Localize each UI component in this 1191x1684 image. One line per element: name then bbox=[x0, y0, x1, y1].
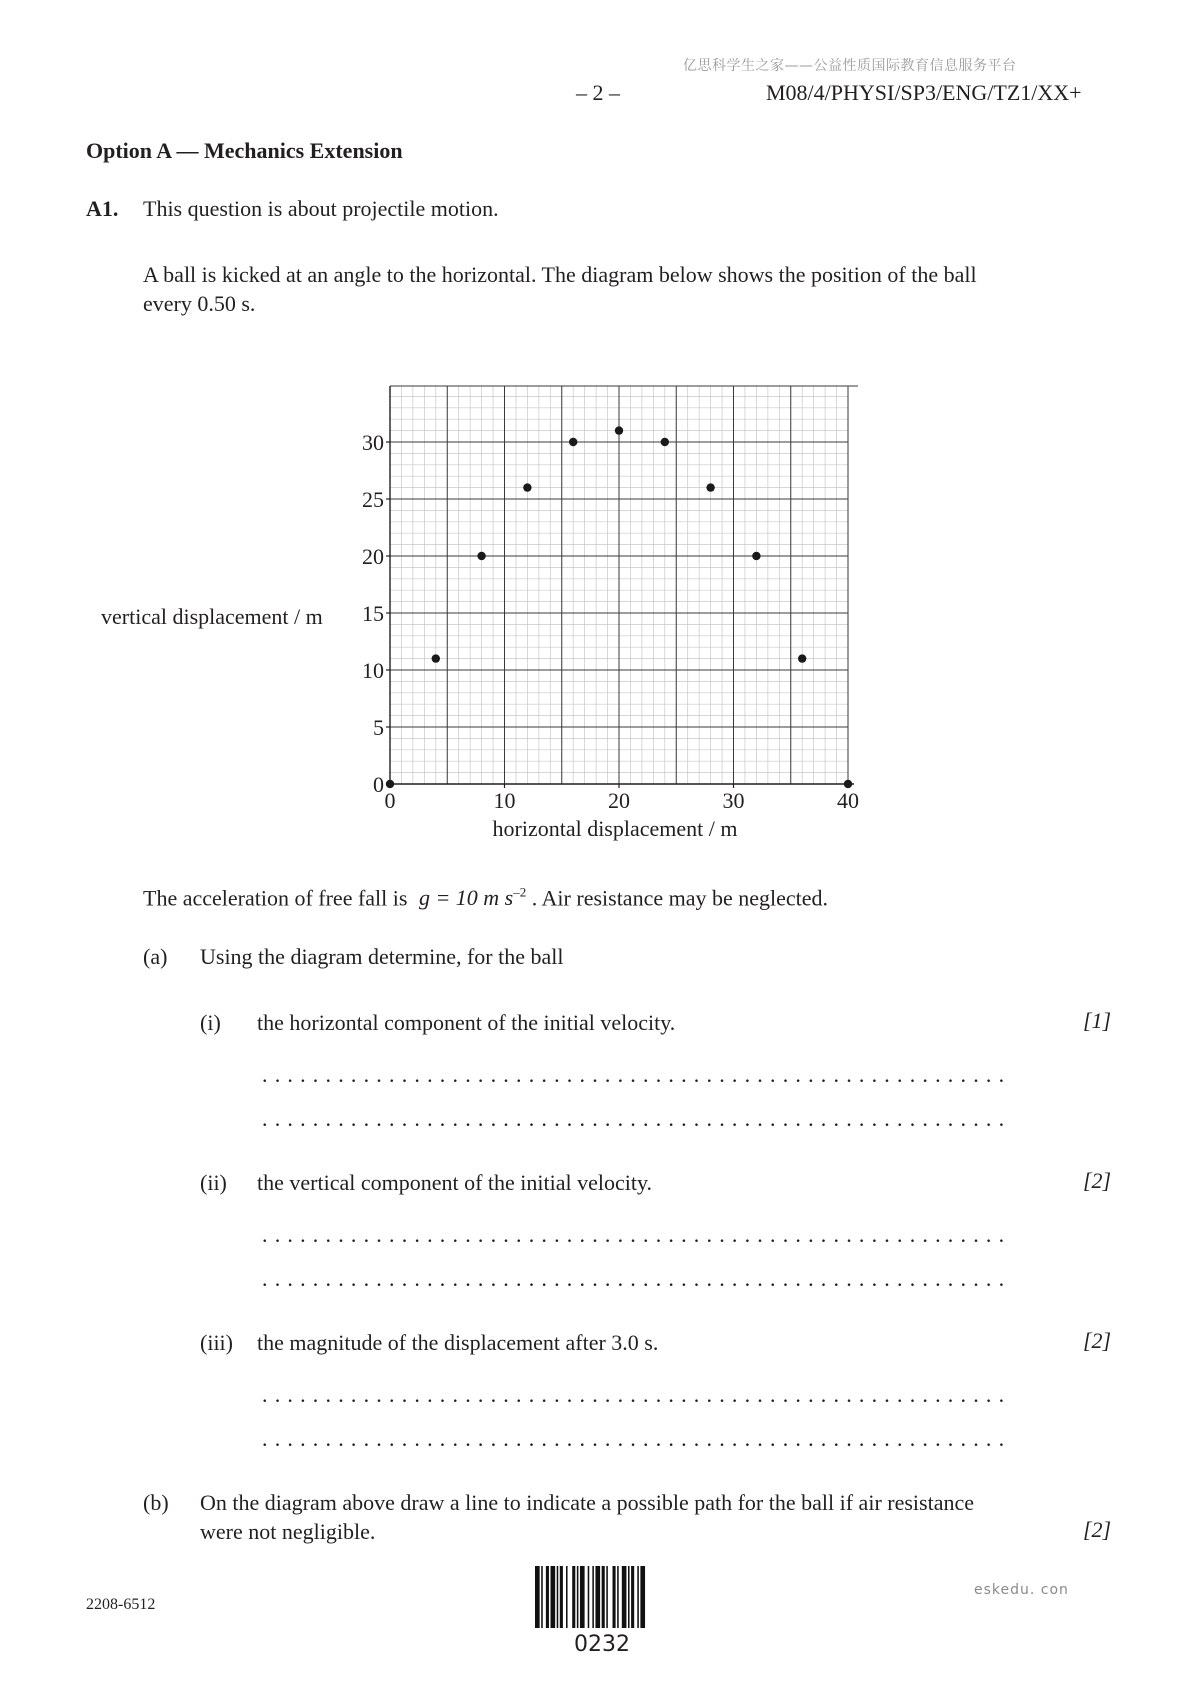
y-tick-label: 0 bbox=[373, 772, 384, 797]
barcode-bar bbox=[595, 1566, 600, 1628]
question-intro: This question is about projectile motion. bbox=[143, 196, 499, 221]
paper-code: M08/4/PHYSI/SP3/ENG/TZ1/XX+ bbox=[766, 80, 1082, 105]
answer-line[interactable]: ........................................................... bbox=[262, 1062, 1012, 1087]
barcode-bar bbox=[631, 1566, 634, 1628]
free-fall-post: . Air resistance may be neglected. bbox=[531, 885, 829, 911]
y-tick-label: 30 bbox=[362, 430, 384, 455]
data-point bbox=[523, 483, 531, 491]
site-watermark: eskedu. con bbox=[974, 1582, 1069, 1598]
g-symbol: g = 10 m s bbox=[418, 885, 514, 911]
part-a-iii-text: the magnitude of the displacement after 3.0 s. bbox=[257, 1330, 659, 1355]
x-tick-label: 30 bbox=[722, 788, 745, 813]
barcode-bar bbox=[588, 1566, 590, 1628]
part-b-marks: [2] bbox=[1083, 1517, 1112, 1542]
barcode-bar bbox=[592, 1566, 594, 1628]
question-para-line1: A ball is kicked at an angle to the horizontal. The diagram below shows the position of the ball bbox=[143, 262, 977, 287]
y-tick-label: 10 bbox=[362, 658, 384, 683]
part-a-iii-label: (iii) bbox=[200, 1330, 233, 1355]
data-point bbox=[661, 438, 669, 446]
answer-line[interactable]: ........................................................... bbox=[262, 1266, 1012, 1291]
part-b-line2: were not negligible. bbox=[200, 1519, 376, 1544]
y-tick-label: 20 bbox=[362, 544, 384, 569]
watermark: 亿思科学生之家——公益性质国际教育信息服务平台 bbox=[683, 58, 1017, 74]
x-tick-label: 10 bbox=[493, 788, 516, 813]
data-point bbox=[798, 654, 806, 662]
part-b-label: (b) bbox=[143, 1490, 169, 1515]
answer-line[interactable]: ........................................................... bbox=[262, 1382, 1012, 1407]
page-number: – 2 – bbox=[576, 80, 620, 105]
answer-line[interactable]: ........................................................... bbox=[262, 1106, 1012, 1131]
barcode-bar bbox=[602, 1566, 605, 1628]
barcode-bar bbox=[637, 1566, 639, 1628]
projectile-chart bbox=[330, 370, 890, 850]
y-tick-label: 15 bbox=[362, 601, 384, 626]
part-a-i-marks: [1] bbox=[1083, 1008, 1112, 1033]
data-point bbox=[615, 426, 623, 434]
y-tick-label: 5 bbox=[373, 715, 384, 740]
data-point bbox=[569, 438, 577, 446]
free-fall-equation bbox=[419, 885, 526, 910]
barcode-number: 0232 bbox=[574, 1632, 630, 1657]
y-tick-label: 25 bbox=[362, 487, 384, 512]
part-a-i-label: (i) bbox=[200, 1010, 221, 1035]
part-a-ii-marks: [2] bbox=[1083, 1168, 1112, 1193]
g-exponent: –2 bbox=[513, 885, 527, 900]
question-para-line2: every 0.50 s. bbox=[143, 291, 256, 316]
data-point bbox=[386, 780, 394, 788]
barcode-bar bbox=[535, 1566, 540, 1628]
data-point bbox=[752, 552, 760, 560]
part-a-ii-label: (ii) bbox=[200, 1170, 227, 1195]
part-a-i-text: the horizontal component of the initial velocity. bbox=[257, 1010, 676, 1035]
part-a-iii-marks: [2] bbox=[1083, 1328, 1112, 1353]
barcode-bar bbox=[557, 1566, 559, 1628]
barcode-bar bbox=[577, 1566, 579, 1628]
barcode-bar bbox=[628, 1566, 630, 1628]
barcode-bar bbox=[541, 1566, 543, 1628]
barcode-bar bbox=[572, 1566, 575, 1628]
x-tick-label: 40 bbox=[837, 788, 859, 813]
free-fall-pre: The acceleration of free fall is bbox=[143, 885, 408, 911]
part-b-line1: On the diagram above draw a line to indicate a possible path for the ball if air resistance bbox=[200, 1490, 974, 1515]
barcode-bar bbox=[551, 1566, 556, 1628]
x-tick-label: 0 bbox=[384, 788, 396, 813]
footer-code: 2208-6512 bbox=[86, 1596, 156, 1613]
free-fall-statement bbox=[143, 878, 828, 913]
barcode-bar bbox=[606, 1566, 608, 1628]
data-point bbox=[432, 654, 440, 662]
answer-line[interactable]: ........................................................... bbox=[262, 1222, 1012, 1247]
barcode-bar bbox=[560, 1566, 563, 1628]
data-point bbox=[844, 780, 852, 788]
barcode-bar bbox=[640, 1566, 645, 1628]
y-axis-label: vertical displacement / m bbox=[101, 604, 323, 629]
barcode-bar bbox=[613, 1566, 616, 1628]
barcode-bar bbox=[617, 1566, 619, 1628]
question-number: A1. bbox=[86, 196, 119, 221]
x-axis-label: horizontal displacement / m bbox=[492, 816, 738, 841]
barcode-image bbox=[535, 1566, 665, 1630]
part-a-ii-text: the vertical component of the initial velocity. bbox=[257, 1170, 653, 1195]
barcode-bar bbox=[580, 1566, 585, 1628]
part-a-label: (a) bbox=[143, 944, 168, 969]
answer-line[interactable]: ........................................................... bbox=[262, 1426, 1012, 1451]
data-point bbox=[706, 483, 714, 491]
data-point bbox=[477, 552, 485, 560]
x-tick-label: 20 bbox=[608, 788, 630, 813]
section-title: Option A — Mechanics Extension bbox=[86, 138, 403, 163]
part-a-text: Using the diagram determine, for the ball bbox=[200, 944, 564, 969]
barcode-bar bbox=[566, 1566, 568, 1628]
barcode-bar bbox=[546, 1566, 549, 1628]
barcode-bar bbox=[622, 1566, 627, 1628]
